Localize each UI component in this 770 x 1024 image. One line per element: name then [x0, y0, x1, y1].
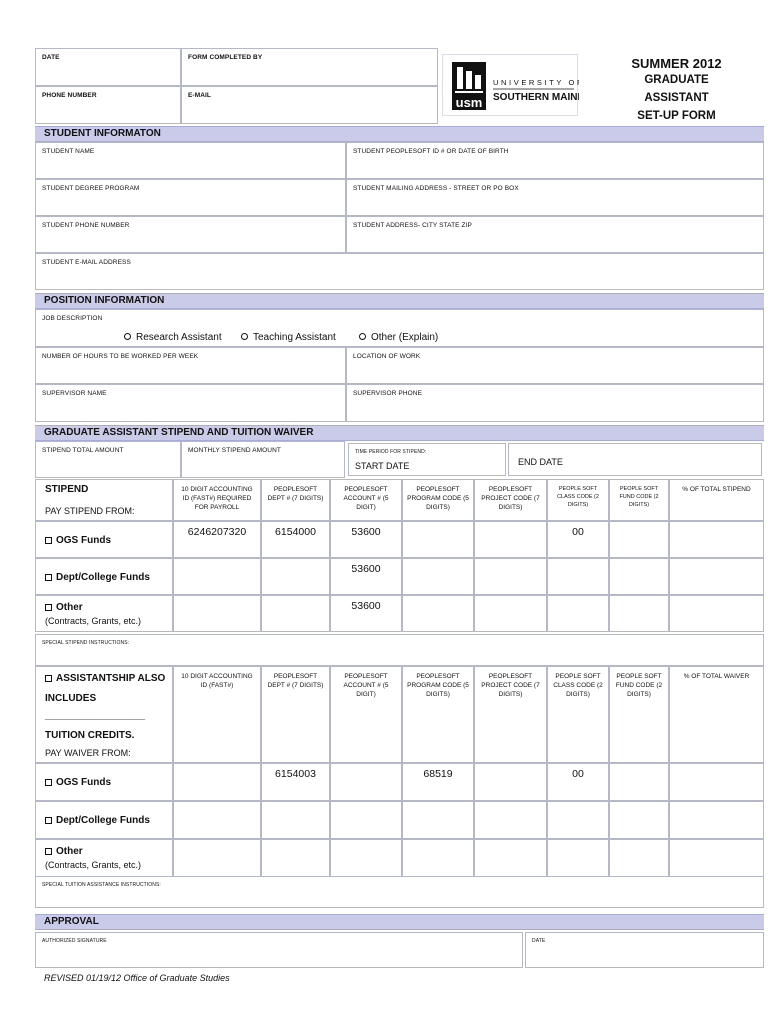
waiver-cell[interactable] — [261, 801, 330, 839]
title-line-2: GRADUATE — [644, 74, 709, 86]
title-line-1: SUMMER 2012 — [631, 56, 722, 71]
stipend-cell[interactable] — [173, 521, 261, 558]
stipend-fund-option[interactable]: OGS Funds — [45, 535, 111, 546]
stipend-cell[interactable] — [669, 521, 764, 558]
waiver-cell[interactable] — [547, 801, 609, 839]
stipend-cell[interactable] — [173, 558, 261, 595]
title-line-4: SET-UP FORM — [637, 110, 716, 122]
stipend-cell[interactable] — [261, 521, 330, 558]
waiver-cell[interactable] — [330, 839, 402, 877]
student-name-field[interactable] — [35, 142, 346, 179]
approval-date-label: DATE — [532, 938, 546, 944]
stipend-row-label-cell — [35, 521, 173, 558]
stipend-column-header-text: 10 DIGIT ACCOUNTING ID (FAST#) REQUIRED FOR PAYROLL — [181, 486, 253, 511]
waiver-cell[interactable] — [261, 839, 330, 877]
stipend-column-header-text: PEOPLESOFT ACCOUNT # (5 DIGIT) — [343, 486, 389, 511]
option-teaching-assistant[interactable]: Teaching Assistant — [241, 332, 336, 343]
stipend-column-header-text: PEOPLESOFT DEPT # (7 DIGITS) — [267, 486, 324, 502]
waiver-column-header-text: PEOPLESOFT PROJECT CODE (7 DIGITS) — [481, 673, 540, 698]
waiver-fund-option[interactable]: Other — [45, 846, 83, 857]
waiver-cell[interactable] — [669, 801, 764, 839]
special-stipend-instructions-field[interactable] — [35, 634, 764, 666]
stipend-column-header — [402, 479, 474, 521]
supervisor-phone-field[interactable] — [346, 384, 764, 422]
includes-label: INCLUDES — [45, 693, 97, 704]
waiver-cell[interactable] — [609, 801, 669, 839]
phone-number-label: PHONE NUMBER — [42, 92, 97, 99]
stipend-column-header — [669, 479, 764, 521]
stipend-cell[interactable] — [330, 558, 402, 595]
supervisor-phone-label: SUPERVISOR PHONE — [353, 390, 423, 397]
checkbox-icon[interactable] — [45, 779, 52, 786]
student-section-title: STUDENT INFORMATON — [44, 128, 161, 139]
stipend-column-header — [474, 479, 547, 521]
waiver-fund-option[interactable]: Dept/College Funds — [45, 815, 150, 826]
stipend-column-header — [547, 479, 609, 521]
checkbox-icon[interactable] — [45, 817, 52, 824]
stipend-cell[interactable] — [402, 521, 474, 558]
waiver-column-header — [609, 666, 669, 763]
student-phone-label: STUDENT PHONE NUMBER — [42, 222, 130, 229]
waiver-cell-value: 00 — [572, 768, 584, 780]
waiver-column-header-text: 10 DIGIT ACCOUNTING ID (FAST#) — [181, 673, 253, 689]
email-field[interactable] — [181, 86, 438, 124]
stipend-cell[interactable] — [547, 558, 609, 595]
waiver-cell[interactable] — [173, 801, 261, 839]
email-label: E-MAIL — [188, 92, 211, 99]
end-date-field[interactable] — [508, 443, 762, 476]
time-period-label: TIME PERIOD FOR STIPEND: — [355, 449, 427, 455]
stipend-cell[interactable] — [402, 595, 474, 632]
stipend-cell[interactable] — [330, 595, 402, 632]
date-field[interactable] — [35, 48, 181, 86]
waiver-row-sublabel: (Contracts, Grants, etc.) — [45, 860, 142, 870]
stipend-cell[interactable] — [609, 595, 669, 632]
radio-icon — [124, 333, 131, 340]
waiver-column-header — [402, 666, 474, 763]
waiver-header-label-cell — [35, 666, 173, 763]
stipend-cell[interactable] — [669, 595, 764, 632]
waiver-cell[interactable] — [474, 839, 547, 877]
stipend-cell-value: 6154000 — [275, 526, 316, 538]
student-mailing-field[interactable] — [346, 179, 764, 216]
stipend-cell[interactable] — [609, 558, 669, 595]
waiver-column-header — [547, 666, 609, 763]
usm-logo — [442, 54, 578, 116]
waiver-cell[interactable] — [173, 763, 261, 801]
waiver-cell[interactable] — [402, 801, 474, 839]
position-section-title: POSITION INFORMATION — [44, 295, 165, 306]
waiver-column-header-text: PEOPLE SOFT FUND CODE (2 DIGITS) — [615, 673, 663, 698]
stipend-cell[interactable] — [261, 558, 330, 595]
form-completed-by-label: FORM COMPLETED BY — [188, 54, 263, 61]
waiver-cell[interactable] — [669, 839, 764, 877]
student-address-field[interactable] — [346, 216, 764, 253]
approval-section-header — [35, 914, 764, 930]
stipend-column-header-text: PEOPLE SOFT FUND CODE (2 DIGITS) — [619, 486, 659, 508]
waiver-column-header-text: PEOPLE SOFT CLASS CODE (2 DIGITS) — [553, 673, 603, 698]
stipend-cell[interactable] — [474, 521, 547, 558]
checkbox-icon[interactable] — [45, 675, 52, 682]
special-tuition-instructions-field[interactable] — [35, 876, 764, 908]
student-phone-field[interactable] — [35, 216, 346, 253]
logo-university-of: UNIVERSITY OF — [493, 78, 579, 87]
stipend-cell[interactable] — [609, 521, 669, 558]
waiver-cell[interactable] — [173, 839, 261, 877]
authorized-signature-label: AUTHORIZED SIGNATURE — [42, 938, 107, 944]
waiver-column-header-text: % OF TOTAL WAIVER — [683, 673, 750, 680]
stipend-column-header-text: PEOPLESOFT PROGRAM CODE (5 DIGITS) — [407, 486, 469, 511]
logo-usm-text: usm — [455, 95, 483, 110]
pay-waiver-from-label: PAY WAIVER FROM: — [45, 748, 131, 758]
stipend-cell[interactable] — [261, 595, 330, 632]
waiver-column-header-text: PEOPLESOFT PROGRAM CODE (5 DIGITS) — [407, 673, 469, 698]
stipend-section-header — [35, 425, 764, 441]
approval-date-field[interactable] — [525, 932, 764, 968]
stipend-column-header-text: PEOPLESOFT PROJECT CODE (7 DIGITS) — [481, 486, 540, 511]
stipend-total-field[interactable] — [35, 441, 181, 478]
waiver-column-header — [474, 666, 547, 763]
stipend-cell-value: 53600 — [351, 526, 381, 538]
location-label: LOCATION OF WORK — [353, 353, 421, 360]
stipend-column-header — [609, 479, 669, 521]
stipend-column-header — [173, 479, 261, 521]
waiver-column-header — [261, 666, 330, 763]
logo-southern-maine: SOUTHERN MAINE — [493, 92, 579, 103]
student-section-header — [35, 126, 764, 142]
student-peoplesoft-field[interactable] — [346, 142, 764, 179]
stipend-cell-value: 53600 — [351, 600, 381, 612]
title-line-3: ASSISTANT — [644, 92, 709, 104]
stipend-column-header-text: PEOPLE SOFT CLASS CODE (2 DIGITS) — [557, 486, 599, 508]
monthly-stipend-label: MONTHLY STIPEND AMOUNT — [188, 447, 281, 454]
waiver-cell-value: 68519 — [423, 768, 453, 780]
stipend-total-label: STIPEND TOTAL AMOUNT — [42, 447, 124, 454]
stipend-section-title: GRADUATE ASSISTANT STIPEND AND TUITION WAIVER — [44, 427, 314, 438]
stipend-cell[interactable] — [402, 558, 474, 595]
monthly-stipend-field[interactable] — [181, 441, 345, 478]
waiver-cell[interactable] — [261, 763, 330, 801]
waiver-row-label-cell — [35, 763, 173, 801]
student-email-field[interactable] — [35, 253, 764, 290]
stipend-cell[interactable] — [330, 521, 402, 558]
hours-label: NUMBER OF HOURS TO BE WORKED PER WEEK — [42, 353, 199, 360]
stipend-cell[interactable] — [173, 595, 261, 632]
radio-icon — [241, 333, 248, 340]
stipend-fund-option[interactable]: Other — [45, 602, 83, 613]
waiver-cell-value: 6154003 — [275, 768, 316, 780]
form-title — [589, 46, 764, 125]
stipend-cell-value: 00 — [572, 526, 584, 538]
waiver-cell[interactable] — [402, 763, 474, 801]
student-email-label: STUDENT E-MAIL ADDRESS — [42, 259, 131, 266]
stipend-fund-option[interactable]: Dept/College Funds — [45, 572, 150, 583]
student-name-label: STUDENT NAME — [42, 148, 95, 155]
supervisor-name-label: SUPERVISOR NAME — [42, 390, 107, 397]
pay-stipend-from-label: PAY STIPEND FROM: — [45, 506, 135, 516]
checkbox-icon[interactable] — [45, 848, 52, 855]
stipend-header-label-cell — [35, 479, 173, 521]
form-completed-by-field[interactable] — [181, 48, 438, 86]
phone-number-field[interactable] — [35, 86, 181, 124]
waiver-column-header — [330, 666, 402, 763]
ga-setup-form — [35, 44, 764, 1004]
stipend-column-header — [261, 479, 330, 521]
stipend-row-label: STIPEND — [45, 484, 89, 495]
stipend-row-label-cell — [35, 558, 173, 595]
revision-footer: REVISED 01/19/12 Office of Graduate Studies — [44, 973, 230, 983]
approval-section-title: APPROVAL — [44, 916, 99, 927]
waiver-cell[interactable] — [609, 763, 669, 801]
stipend-cell-value: 6246207320 — [187, 526, 247, 538]
special-stipend-label: SPECIAL STIPEND INSTRUCTIONS: — [42, 640, 130, 646]
waiver-cell[interactable] — [609, 839, 669, 877]
stipend-cell[interactable] — [547, 521, 609, 558]
waiver-fund-option[interactable]: OGS Funds — [45, 777, 111, 788]
stipend-cell[interactable] — [669, 558, 764, 595]
tuition-credits-label: TUITION CREDITS. — [45, 730, 135, 741]
student-degree-label: STUDENT DEGREE PROGRAM — [42, 185, 140, 192]
waiver-cell[interactable] — [669, 763, 764, 801]
assistantship-also-label: ASSISTANTSHIP ALSO — [45, 673, 165, 684]
stipend-cell[interactable] — [547, 595, 609, 632]
waiver-cell[interactable] — [330, 763, 402, 801]
option-research-assistant[interactable]: Research Assistant — [124, 332, 222, 343]
authorized-signature-field[interactable] — [35, 932, 523, 968]
position-section-header — [35, 293, 764, 309]
waiver-cell[interactable] — [547, 839, 609, 877]
job-description-label: JOB DESCRIPTION — [42, 315, 103, 322]
student-peoplesoft-label: STUDENT PEOPLESOFT ID # OR DATE OF BIRTH — [353, 148, 509, 155]
stipend-row-sublabel: (Contracts, Grants, etc.) — [45, 616, 142, 626]
waiver-column-header-text: PEOPLESOFT ACCOUNT # (5 DIGIT) — [343, 673, 389, 698]
end-date-label: END DATE — [518, 457, 563, 467]
checkbox-icon[interactable] — [45, 537, 52, 544]
waiver-row-label-cell — [35, 801, 173, 839]
tuition-credits-blank[interactable]: __________________ — [45, 710, 146, 721]
waiver-column-header — [669, 666, 764, 763]
radio-icon — [359, 333, 366, 340]
start-date-label: START DATE — [355, 461, 410, 471]
checkbox-icon[interactable] — [45, 574, 52, 581]
waiver-row-label-cell — [35, 839, 173, 877]
student-degree-field[interactable] — [35, 179, 346, 216]
waiver-cell[interactable] — [474, 763, 547, 801]
option-other-explain[interactable]: Other (Explain) — [359, 332, 438, 343]
supervisor-name-field[interactable] — [35, 384, 346, 422]
special-tuition-label: SPECIAL TUITION ASSISTANCE INSTRUCTIONS: — [42, 882, 161, 888]
stipend-row-label-cell — [35, 595, 173, 632]
stipend-cell[interactable] — [474, 595, 547, 632]
waiver-cell[interactable] — [474, 801, 547, 839]
waiver-column-header — [173, 666, 261, 763]
hours-per-week-field[interactable] — [35, 347, 346, 384]
waiver-cell[interactable] — [402, 839, 474, 877]
waiver-column-header-text: PEOPLESOFT DEPT # (7 DIGITS) — [267, 673, 324, 689]
stipend-column-header-text: % OF TOTAL STIPEND — [682, 486, 751, 493]
student-address-label: STUDENT ADDRESS- CITY STATE ZIP — [353, 222, 472, 229]
student-mailing-label: STUDENT MAILING ADDRESS - STREET OR PO BOX — [353, 185, 519, 192]
start-date-field[interactable] — [348, 443, 506, 476]
stipend-column-header — [330, 479, 402, 521]
stipend-cell-value: 53600 — [351, 563, 381, 575]
date-label: DATE — [42, 54, 60, 61]
waiver-cell[interactable] — [330, 801, 402, 839]
location-of-work-field[interactable] — [346, 347, 764, 384]
job-description-field — [35, 309, 764, 347]
waiver-cell[interactable] — [547, 763, 609, 801]
stipend-cell[interactable] — [474, 558, 547, 595]
checkbox-icon[interactable] — [45, 604, 52, 611]
